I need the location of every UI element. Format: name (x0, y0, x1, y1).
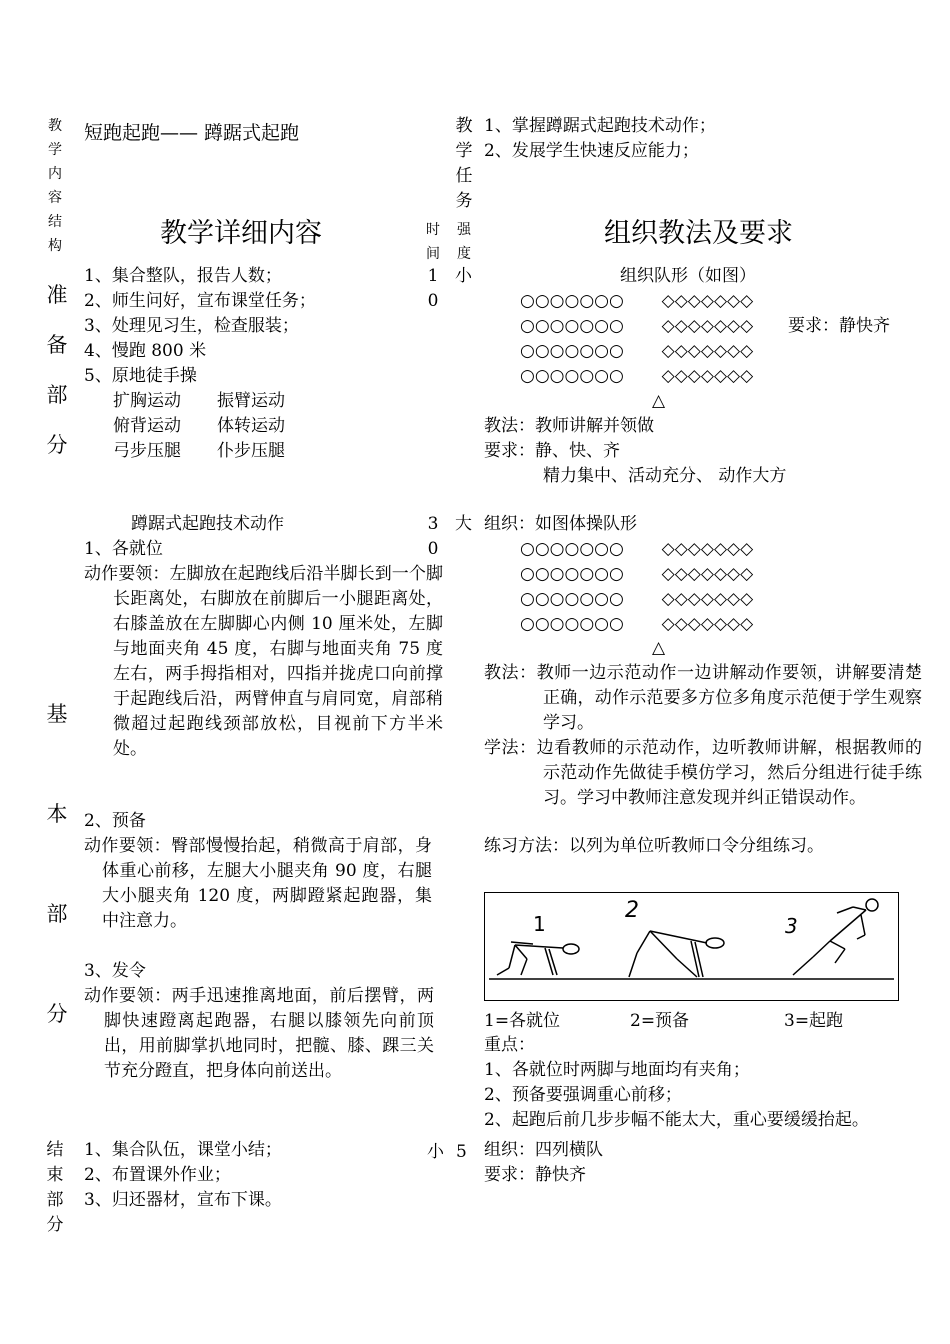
task-1: 1、掌握蹲踞式起跑技术动作； (484, 116, 716, 136)
formation-row: ○○○○○○○ ◇◇◇◇◇◇◇ (520, 614, 754, 634)
time-char: 1 (427, 266, 439, 286)
formation-row: ○○○○○○○ ◇◇◇◇◇◇◇ (520, 366, 754, 386)
task-2: 2、发展学生快速反应能力； (484, 141, 699, 161)
label-char: 学 (48, 142, 62, 158)
label-char: 束 (46, 1165, 64, 1185)
prep-item-5: 5、原地徒手操 (84, 366, 197, 386)
prep-teacher-mark: △ (652, 391, 666, 411)
label-char: 准 (46, 283, 68, 307)
end-section-label (44, 1138, 66, 1238)
label-char: 部 (46, 383, 68, 407)
key-point-1: 1、各就位时两脚与地面均有夹角； (484, 1060, 750, 1080)
figure-caption-1: 1=各就位 (484, 1011, 561, 1031)
label-char: 部 (46, 1190, 64, 1210)
label-char: 时 (426, 222, 440, 238)
label-char: 构 (48, 238, 62, 254)
prep-section-label (44, 270, 70, 470)
start-illustration-svg (485, 893, 898, 1000)
exercise: 体转运动 (217, 416, 285, 436)
formation-row: ○○○○○○○ ◇◇◇◇◇◇◇ (520, 291, 754, 311)
figure-set (497, 942, 579, 975)
figure-ready (629, 931, 724, 977)
formation-row: ○○○○○○○ ◇◇◇◇◇◇◇ (520, 316, 754, 336)
label-char: 结 (46, 1140, 64, 1160)
basic-formation (520, 537, 753, 637)
prep-req-1: 要求：静、快、齐 (484, 441, 620, 461)
label-char: 备 (46, 333, 68, 357)
start-illustration (484, 892, 899, 1001)
step3-text: 动作要领：两手迅速推离地面，前后摆臂，两脚快速蹬离起跑器，右腿以膝领先向前顶出，用前脚掌扒地同时，把髋、膝、踝三关节充分蹬直，把身体向前送出。 (84, 986, 434, 1081)
step1-text: 动作要领：左脚放在起跑线后沿半脚长到一个脚长距离处，右脚放在前脚后一小腿距离处，右膝盖放在左脚脚心内侧 10 厘米处，左脚与地面夹角 45 度，右脚与地面夹角 75 度左右，两手拇指相对，四指并拢虎口向前撑于起跑线后沿，两臂伸直与肩同宽，肩部稍微超过起跑线颈部放松，目视前下方半米处。 (84, 564, 443, 759)
label-char: 度 (457, 246, 471, 262)
label-char: 强 (457, 222, 471, 238)
exercise: 振臂运动 (217, 391, 285, 411)
prep-formation-note: 要求：静快齐 (788, 316, 890, 336)
step2-text: 动作要领：臀部慢慢抬起，稍微高于肩部，身体重心前移，左腿大小腿夹角 90 度，右腿大小腿夹角 120 度，两脚蹬紧起跑器，集中注意力。 (84, 836, 432, 931)
prep-formation (520, 289, 753, 389)
exercise: 俯背运动 (113, 416, 181, 436)
time-char: 0 (427, 539, 439, 559)
end-req: 要求：静快齐 (484, 1165, 586, 1185)
time-char: 3 (427, 514, 439, 534)
exercise: 仆步压腿 (217, 441, 285, 461)
content-label (44, 114, 66, 258)
end-intensity: 小 (427, 1142, 444, 1162)
label-char: 学 (455, 141, 473, 161)
end-org: 组织：四列横队 (484, 1140, 603, 1160)
formation-row: ○○○○○○○ ◇◇◇◇◇◇◇ (520, 341, 754, 361)
end-item-1: 1、集合队伍，课堂小结； (84, 1140, 282, 1160)
prep-intensity: 小 (455, 266, 472, 286)
label-char: 结 (48, 214, 62, 230)
key-point-2: 2、预备要强调重心前移； (484, 1085, 682, 1105)
step2-title: 2、预备 (84, 811, 146, 831)
prep-item-3: 3、处理见习生，检查服装； (84, 316, 299, 336)
label-char: 内 (48, 166, 62, 182)
step3-title: 3、发令 (84, 961, 146, 981)
figure-drive (793, 899, 878, 975)
task-label (453, 114, 475, 214)
time-char: 0 (427, 291, 439, 311)
teach-method: 教法：教师一边示范动作一边讲解动作要领，讲解要清楚正确，动作示范要多方位多角度示范便于学生观察学习。 (484, 663, 922, 733)
label-char: 分 (46, 433, 68, 457)
basic-teacher-mark: △ (652, 638, 666, 658)
figure-caption-3: 3=起跑 (784, 1011, 844, 1031)
exercise: 扩胸运动 (113, 391, 181, 411)
label-char: 容 (48, 190, 62, 206)
figure-number: 1 (533, 912, 546, 936)
label-char: 间 (426, 246, 440, 262)
basic-intensity: 大 (455, 514, 472, 534)
formation-row: ○○○○○○○ ◇◇◇◇◇◇◇ (520, 539, 754, 559)
basic-subtitle: 蹲踞式起跑技术动作 (131, 514, 284, 534)
basic-section-label (44, 664, 70, 1064)
right-column-title: 组织教法及要求 (604, 218, 793, 249)
key-point-3: 2、起跑后前几步步幅不能太大，重心要缓缓抬起。 (484, 1110, 869, 1130)
end-time: 5 (456, 1142, 467, 1162)
basic-time (422, 512, 444, 562)
practice-method: 练习方法：以列为单位听教师口令分组练习。 (484, 836, 824, 856)
prep-item-4: 4、慢跑 800 米 (84, 341, 207, 361)
label-char: 本 (46, 802, 68, 826)
prep-time (422, 264, 444, 314)
label-char: 分 (46, 1002, 68, 1026)
lesson-title: 短跑起跑—— 蹲踞式起跑 (84, 122, 300, 144)
prep-item-2: 2、师生问好，宣布课堂任务； (84, 291, 316, 311)
key-title: 重点： (484, 1035, 535, 1055)
figure-caption-2: 2=预备 (630, 1011, 690, 1031)
label-char: 任 (455, 166, 473, 186)
left-column-title: 教学详细内容 (160, 218, 322, 249)
figure-number: 2 (625, 898, 639, 923)
end-item-3: 3、归还器材，宣布下课。 (84, 1190, 282, 1210)
prep-method: 教法：教师讲解并领做 (484, 416, 654, 436)
label-char: 务 (455, 191, 473, 211)
label-char: 教 (48, 118, 62, 134)
learn-method: 学法：边看教师的示范动作，边听教师讲解，根据教师的示范动作先做徒手模仿学习，然后分组进行徒手练习。学习中教师注意发现并纠正错误动作。 (484, 738, 922, 808)
formation-row: ○○○○○○○ ◇◇◇◇◇◇◇ (520, 589, 754, 609)
label-char: 分 (46, 1215, 64, 1235)
basic-org: 组织：如图体操队形 (484, 514, 637, 534)
prep-req-2: 精力集中、活动充分、 动作大方 (543, 466, 787, 486)
end-item-2: 2、布置课外作业； (84, 1165, 231, 1185)
step1-title: 1、各就位 (84, 539, 163, 559)
intensity-label (453, 218, 475, 266)
prep-item-1: 1、集合整队，报告人数； (84, 266, 282, 286)
time-label (422, 218, 444, 266)
exercise: 弓步压腿 (113, 441, 181, 461)
figure-number: 3 (785, 914, 798, 938)
label-char: 部 (46, 902, 68, 926)
label-char: 基 (46, 702, 68, 726)
formation-row: ○○○○○○○ ◇◇◇◇◇◇◇ (520, 564, 754, 584)
label-char: 教 (455, 116, 473, 136)
prep-org-title: 组织队形（如图） (620, 266, 756, 286)
